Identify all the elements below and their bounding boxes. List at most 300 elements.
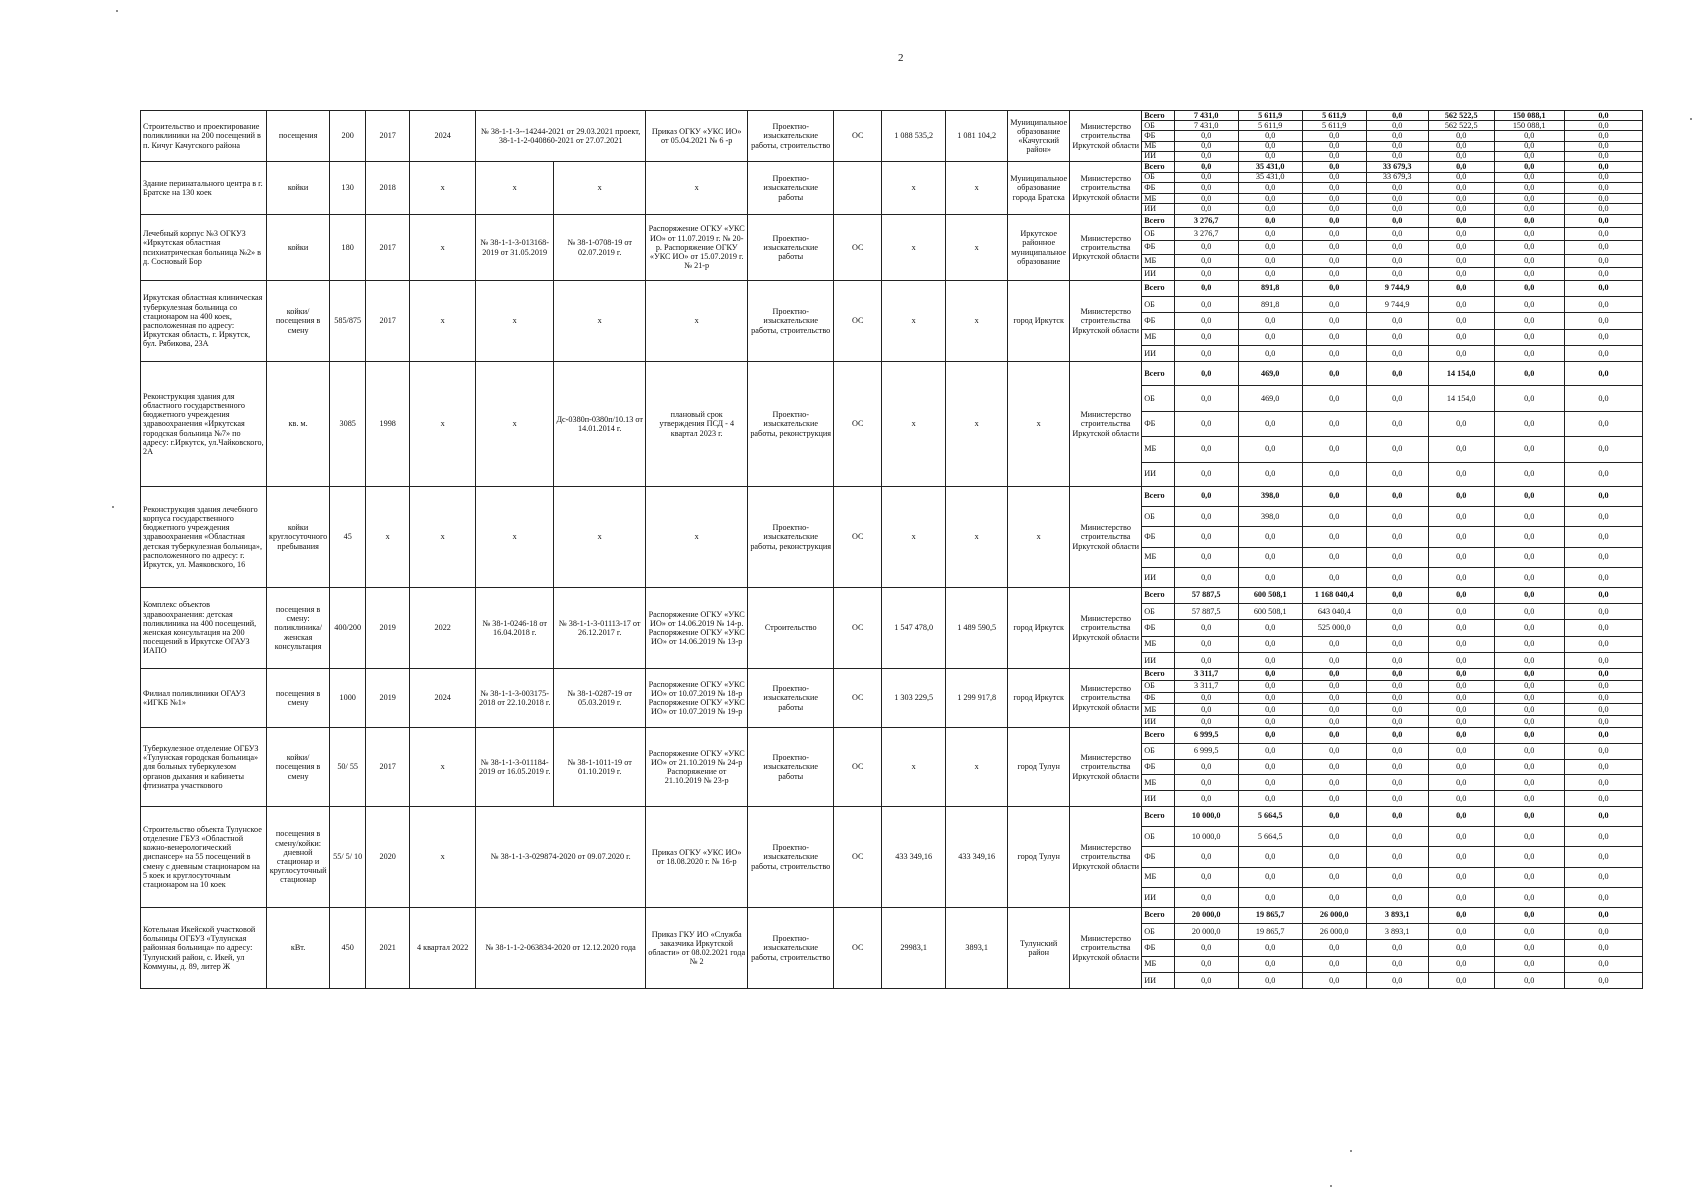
unit-cell: койки — [267, 162, 330, 215]
financing-cell — [1142, 908, 1643, 989]
financing-amount: 0,0 — [1238, 669, 1302, 680]
financing-amount: 0,0 — [1494, 775, 1564, 791]
financing-amount: 0,0 — [1238, 867, 1302, 887]
financing-amount: 0,0 — [1428, 908, 1494, 923]
financing-amount: 0,0 — [1366, 704, 1428, 716]
financing-amount: 0,0 — [1238, 743, 1302, 759]
financing-amount: 0,0 — [1366, 653, 1428, 668]
financing-amount: 0,0 — [1302, 653, 1366, 668]
financing-amount: 0,0 — [1428, 346, 1494, 361]
financing-subtable — [1142, 111, 1642, 161]
financing-amount: 0,0 — [1428, 462, 1494, 486]
financing-amount: 3 893,1 — [1366, 908, 1428, 923]
table-row — [141, 111, 1643, 162]
financing-row — [1142, 847, 1642, 867]
project-cell: № 38-1-1-3-01113-17 от 26.12.2017 г. — [554, 588, 646, 669]
financing-amount: 5 664,5 — [1238, 807, 1302, 826]
financing-amount: 0,0 — [1366, 215, 1428, 228]
financing-amount: 0,0 — [1302, 704, 1366, 716]
financing-amount: 0,0 — [1302, 329, 1366, 345]
financing-source-label: Всего — [1142, 908, 1174, 923]
financing-amount: 0,0 — [1302, 204, 1366, 214]
financing-amount: 0,0 — [1366, 437, 1428, 462]
financing-amount: 600 508,1 — [1238, 588, 1302, 603]
financing-amount: 0,0 — [1174, 888, 1238, 907]
object-name: Реконструкция здания для областного государственного бюджетного учреждения здравоохранения «Иркутская городская больница №7» по адресу: г.Иркутск, ул.Чайковского, 2А — [141, 362, 267, 487]
work-type-cell: Проектно-изыскательские работы, реконструкция — [748, 487, 834, 588]
financing-amount: 19 865,7 — [1238, 908, 1302, 923]
location-cell: город Тулун — [1008, 807, 1070, 908]
financing-amount: 0,0 — [1238, 847, 1302, 867]
financing-amount: 19 865,7 — [1238, 923, 1302, 939]
financing-amount: 0,0 — [1238, 131, 1302, 141]
object-name: Филиал поликлиники ОГАУЗ «ИГКБ №1» — [141, 669, 267, 728]
scan-speck — [116, 10, 118, 12]
financing-amount: 0,0 — [1564, 743, 1642, 759]
financing-amount: 0,0 — [1494, 888, 1564, 907]
financing-amount: 0,0 — [1366, 568, 1428, 587]
financing-amount: 0,0 — [1494, 487, 1564, 506]
financing-row — [1142, 362, 1642, 386]
financing-row — [1142, 151, 1642, 161]
work-type-cell: Проектно-изыскательские работы, строительство — [748, 281, 834, 362]
financing-amount: 0,0 — [1494, 131, 1564, 141]
financing-amount: 0,0 — [1428, 162, 1494, 172]
financing-source-label: ИИ — [1144, 469, 1157, 479]
capacity-cell: 585/875 — [330, 281, 366, 362]
financing-row — [1142, 172, 1642, 183]
financing-amount: 0,0 — [1428, 888, 1494, 907]
financing-amount: 0,0 — [1302, 826, 1366, 846]
table-row — [141, 728, 1643, 807]
table-row — [141, 362, 1643, 487]
financing-row — [1142, 728, 1642, 743]
current-cost-cell: 1 299 917,8 — [946, 669, 1008, 728]
financing-amount: 0,0 — [1174, 653, 1238, 668]
financing-amount: 0,0 — [1494, 281, 1564, 296]
financing-amount: 0,0 — [1428, 692, 1494, 704]
object-name: Строительство объекта Тулунское отделение ГБУЗ «Областной кожно-венерологический диспансер» на 55 посещений в смену с дневным стационаром на 5 коек и круглосуточным стационаром на 10 коек — [141, 807, 267, 908]
start-year-cell: 2019 — [366, 669, 410, 728]
ownership-cell: ОС — [834, 908, 882, 989]
table-row — [141, 215, 1643, 281]
financing-amount: 0,0 — [1494, 826, 1564, 846]
financing-amount: 0,0 — [1428, 826, 1494, 846]
financing-amount: 0,0 — [1366, 204, 1428, 214]
financing-amount: 0,0 — [1494, 603, 1564, 619]
financing-amount: 0,0 — [1564, 759, 1642, 775]
financing-amount: 0,0 — [1238, 193, 1302, 204]
financing-source-label: ОБ — [1142, 296, 1174, 312]
customer-cell: Министерство строительства Иркутской области — [1070, 728, 1142, 807]
financing-amount: 0,0 — [1494, 568, 1564, 587]
financing-row — [1142, 487, 1642, 506]
financing-amount: 10 000,0 — [1174, 826, 1238, 846]
customer-cell: Министерство строительства Иркутской области — [1070, 111, 1142, 162]
approval-doc-cell: Распоряжение ОГКУ «УКС ИО» от 14.06.2019 № 14-р. Распоряжение ОГКУ «УКС ИО» от 14.06.2019 № 13-р — [646, 588, 748, 669]
financing-amount: 0,0 — [1494, 704, 1564, 716]
financing-source-label: ФБ — [1142, 940, 1174, 956]
financing-amount: 0,0 — [1564, 716, 1642, 727]
financing-row — [1142, 296, 1642, 312]
financing-amount: 0,0 — [1174, 847, 1238, 867]
financing-amount: 0,0 — [1428, 183, 1494, 194]
financing-amount: 0,0 — [1428, 487, 1494, 506]
approval-doc-cell: Приказ ГКУ ИО «Служба заказчика Иркутской области» от 08.02.2021 года № 2 — [646, 908, 748, 989]
expertise-cell: № 38-1-0246-18 от 16.04.2018 г. — [476, 588, 554, 669]
financing-row — [1142, 956, 1642, 972]
expertise-cell: № 38-1-1-3-011184-2019 от 16.05.2019 г. — [476, 728, 554, 807]
financing-amount: 0,0 — [1238, 141, 1302, 151]
location-cell: Муниципальное образование «Качугский район» — [1008, 111, 1070, 162]
capacity-cell: 45 — [330, 487, 366, 588]
project-cell: х — [554, 487, 646, 588]
financing-amount: 0,0 — [1428, 281, 1494, 296]
financing-amount: 14 154,0 — [1428, 386, 1494, 411]
financing-amount: 0,0 — [1428, 296, 1494, 312]
financing-amount: 0,0 — [1302, 228, 1366, 241]
financing-source-label: Всего — [1142, 362, 1174, 386]
start-year-cell: 2020 — [366, 807, 410, 908]
financing-amount: 0,0 — [1302, 346, 1366, 361]
financing-subtable — [1142, 807, 1642, 907]
work-type-cell: Проектно-изыскательские работы, реконструкция — [748, 362, 834, 487]
ownership-cell: ОС — [834, 669, 882, 728]
financing-amount: 0,0 — [1238, 215, 1302, 228]
financing-row — [1142, 888, 1642, 907]
financing-row — [1142, 267, 1642, 280]
financing-amount: 0,0 — [1238, 704, 1302, 716]
capacity-cell: 55/ 5/ 10 — [330, 807, 366, 908]
end-year-cell: х — [410, 215, 476, 281]
financing-amount: 0,0 — [1494, 228, 1564, 241]
ownership-cell: ОС — [834, 281, 882, 362]
financing-amount: 0,0 — [1238, 680, 1302, 692]
financing-amount: 0,0 — [1494, 923, 1564, 939]
financing-amount: 0,0 — [1428, 847, 1494, 867]
financing-amount: 0,0 — [1428, 807, 1494, 826]
estimated-cost-cell: х — [882, 487, 946, 588]
financing-row — [1142, 281, 1642, 296]
estimated-cost-cell: х — [882, 215, 946, 281]
financing-amount: 0,0 — [1428, 131, 1494, 141]
financing-amount: 0,0 — [1564, 704, 1642, 716]
financing-amount: 0,0 — [1564, 121, 1642, 131]
approval-doc-cell: х — [646, 487, 748, 588]
location-cell: х — [1008, 362, 1070, 487]
financing-amount: 0,0 — [1564, 131, 1642, 141]
financing-amount: 0,0 — [1366, 151, 1428, 161]
financing-source-label: ФБ — [1142, 183, 1174, 194]
financing-cell — [1142, 362, 1643, 487]
financing-amount: 0,0 — [1302, 506, 1366, 526]
financing-amount: 0,0 — [1174, 791, 1238, 806]
financing-amount: 0,0 — [1494, 386, 1564, 411]
ownership-cell: ОС — [834, 807, 882, 908]
financing-source-label: МБ — [1142, 254, 1174, 267]
financing-subtable — [1142, 669, 1642, 727]
customer-cell: Министерство строительства Иркутской области — [1070, 362, 1142, 487]
financing-amount: 0,0 — [1564, 183, 1642, 194]
start-year-cell: 2017 — [366, 111, 410, 162]
financing-source-label: ОБ — [1142, 172, 1174, 183]
financing-amount: 35 431,0 — [1238, 172, 1302, 183]
financing-amount: 0,0 — [1564, 228, 1642, 241]
current-cost-cell: х — [946, 162, 1008, 215]
financing-amount: 0,0 — [1302, 437, 1366, 462]
financing-row — [1142, 204, 1642, 214]
financing-amount: 0,0 — [1238, 437, 1302, 462]
financing-row — [1142, 111, 1642, 121]
financing-cell — [1142, 281, 1643, 362]
financing-amount: 0,0 — [1302, 973, 1366, 988]
financing-source-label: МБ — [1142, 547, 1174, 567]
financing-amount: 20 000,0 — [1174, 923, 1238, 939]
financing-amount: 0,0 — [1564, 807, 1642, 826]
financing-amount: 0,0 — [1174, 362, 1238, 386]
current-cost-cell: х — [946, 362, 1008, 487]
financing-row — [1142, 973, 1642, 988]
financing-amount: 0,0 — [1366, 669, 1428, 680]
ownership-cell: ОС — [834, 728, 882, 807]
current-cost-cell: 1 081 104,2 — [946, 111, 1008, 162]
financing-amount: 14 154,0 — [1428, 362, 1494, 386]
financing-amount: 0,0 — [1428, 151, 1494, 161]
project-cell: х — [554, 281, 646, 362]
financing-subtable — [1142, 487, 1642, 587]
financing-amount: 0,0 — [1494, 791, 1564, 806]
financing-amount: 0,0 — [1366, 131, 1428, 141]
financing-source-label: ФБ — [1142, 241, 1174, 254]
unit-cell: посещения в смену/койки: дневной стационар и круглосуточный стационар — [267, 807, 330, 908]
financing-amount: 0,0 — [1428, 940, 1494, 956]
financing-amount: 57 887,5 — [1174, 603, 1238, 619]
financing-amount: 0,0 — [1238, 547, 1302, 567]
unit-cell: койки круглосуточного пребывания — [267, 487, 330, 588]
work-type-cell: Проектно-изыскательские работы, строительство — [748, 908, 834, 989]
capacity-cell: 400/200 — [330, 588, 366, 669]
financing-source-label: ИИ — [1144, 151, 1157, 161]
location-cell: х — [1008, 487, 1070, 588]
financing-amount: 0,0 — [1494, 141, 1564, 151]
financing-amount: 0,0 — [1174, 956, 1238, 972]
financing-amount: 3 276,7 — [1174, 215, 1238, 228]
financing-source-label: МБ — [1142, 956, 1174, 972]
estimated-cost-cell: х — [882, 162, 946, 215]
financing-row — [1142, 826, 1642, 846]
financing-amount: 0,0 — [1428, 759, 1494, 775]
financing-amount: 0,0 — [1494, 743, 1564, 759]
financing-cell — [1142, 162, 1643, 215]
financing-source-label: ИИ — [1144, 716, 1157, 726]
financing-row — [1142, 759, 1642, 775]
financing-amount: 0,0 — [1238, 329, 1302, 345]
financing-amount: 26 000,0 — [1302, 923, 1366, 939]
ownership-cell: ОС — [834, 588, 882, 669]
scan-speck — [1330, 1185, 1332, 1187]
financing-amount: 0,0 — [1302, 193, 1366, 204]
financing-row — [1142, 121, 1642, 131]
current-cost-cell: х — [946, 215, 1008, 281]
financing-row — [1142, 807, 1642, 826]
financing-amount: 0,0 — [1238, 620, 1302, 636]
current-cost-cell: 1 489 590,5 — [946, 588, 1008, 669]
financing-amount: 0,0 — [1302, 759, 1366, 775]
project-cell: № 38-1-0708-19 от 02.07.2019 г. — [554, 215, 646, 281]
financing-amount: 0,0 — [1302, 313, 1366, 329]
customer-cell: Министерство строительства Иркутской области — [1070, 487, 1142, 588]
financing-amount: 0,0 — [1428, 867, 1494, 887]
financing-amount: 0,0 — [1564, 923, 1642, 939]
financing-amount: 0,0 — [1428, 704, 1494, 716]
financing-amount: 0,0 — [1564, 487, 1642, 506]
financing-amount: 0,0 — [1494, 437, 1564, 462]
financing-row — [1142, 241, 1642, 254]
table-row — [141, 487, 1643, 588]
financing-amount: 0,0 — [1302, 680, 1366, 692]
financing-amount: 0,0 — [1428, 775, 1494, 791]
financing-amount: 0,0 — [1494, 162, 1564, 172]
financing-amount: 0,0 — [1428, 669, 1494, 680]
financing-amount: 0,0 — [1302, 692, 1366, 704]
financing-amount: 0,0 — [1174, 193, 1238, 204]
financing-amount: 0,0 — [1428, 241, 1494, 254]
financing-amount: 0,0 — [1564, 281, 1642, 296]
financing-row — [1142, 867, 1642, 887]
financing-amount: 0,0 — [1428, 215, 1494, 228]
financing-amount: 0,0 — [1174, 940, 1238, 956]
financing-amount: 0,0 — [1366, 826, 1428, 846]
financing-amount: 0,0 — [1302, 131, 1366, 141]
capacity-cell: 130 — [330, 162, 366, 215]
financing-amount: 0,0 — [1302, 791, 1366, 806]
financing-amount: 0,0 — [1564, 669, 1642, 680]
start-year-cell: 2017 — [366, 215, 410, 281]
financing-source-label: ФБ — [1142, 131, 1174, 141]
financing-row — [1142, 437, 1642, 462]
financing-amount: 0,0 — [1428, 267, 1494, 280]
financing-amount: 0,0 — [1174, 636, 1238, 652]
financing-amount: 0,0 — [1238, 228, 1302, 241]
financing-amount: 0,0 — [1366, 254, 1428, 267]
expertise-cell: № 38-1-1-3-003175-2018 от 22.10.2018 г. — [476, 669, 554, 728]
financing-amount: 0,0 — [1174, 241, 1238, 254]
financing-amount: 0,0 — [1494, 653, 1564, 668]
financing-amount: 0,0 — [1302, 151, 1366, 161]
financing-amount: 0,0 — [1428, 716, 1494, 727]
financing-amount: 0,0 — [1366, 487, 1428, 506]
financing-amount: 0,0 — [1494, 807, 1564, 826]
financing-amount: 0,0 — [1564, 215, 1642, 228]
expertise-cell: № 38-1-1-2-063834-2020 от 12.12.2020 года — [476, 908, 646, 989]
financing-amount: 0,0 — [1302, 183, 1366, 194]
financing-source-label: ИИ — [1144, 572, 1157, 582]
customer-cell: Министерство строительства Иркутской области — [1070, 281, 1142, 362]
financing-amount: 5 611,9 — [1238, 111, 1302, 121]
financing-amount: 0,0 — [1428, 547, 1494, 567]
financing-amount: 0,0 — [1366, 620, 1428, 636]
end-year-cell: 4 квартал 2022 — [410, 908, 476, 989]
financing-source-label: ОБ — [1142, 506, 1174, 526]
financing-amount: 469,0 — [1238, 362, 1302, 386]
financing-amount: 0,0 — [1564, 141, 1642, 151]
end-year-cell: 2022 — [410, 588, 476, 669]
financing-source-label: Всего — [1142, 162, 1174, 172]
financing-amount: 0,0 — [1302, 215, 1366, 228]
financing-amount: 0,0 — [1302, 728, 1366, 743]
unit-cell: посещения в смену — [267, 669, 330, 728]
financing-amount: 33 679,3 — [1366, 172, 1428, 183]
financing-row — [1142, 313, 1642, 329]
financing-cell — [1142, 111, 1643, 162]
financing-amount: 0,0 — [1564, 204, 1642, 214]
work-type-cell: Проектно-изыскательские работы, строительство — [748, 111, 834, 162]
financing-amount: 0,0 — [1174, 183, 1238, 194]
financing-amount: 0,0 — [1564, 329, 1642, 345]
work-type-cell: Проектно-изыскательские работы — [748, 215, 834, 281]
financing-amount: 0,0 — [1494, 204, 1564, 214]
financing-amount: 0,0 — [1494, 172, 1564, 183]
expertise-cell: х — [476, 487, 554, 588]
financing-row — [1142, 462, 1642, 486]
financing-source-label: ОБ — [1142, 228, 1174, 241]
financing-source-label: Всего — [1142, 111, 1174, 121]
financing-amount: 0,0 — [1302, 172, 1366, 183]
financing-cell — [1142, 807, 1643, 908]
financing-amount: 0,0 — [1366, 411, 1428, 436]
financing-amount: 643 040,4 — [1302, 603, 1366, 619]
financing-amount: 0,0 — [1428, 437, 1494, 462]
financing-amount: 7 431,0 — [1174, 111, 1238, 121]
financing-source-label: ФБ — [1142, 527, 1174, 547]
financing-amount: 0,0 — [1494, 411, 1564, 436]
financing-amount: 0,0 — [1564, 267, 1642, 280]
financing-amount: 0,0 — [1238, 183, 1302, 194]
financing-amount: 0,0 — [1238, 888, 1302, 907]
location-cell: Тулунский район — [1008, 908, 1070, 989]
unit-cell: посещения — [267, 111, 330, 162]
end-year-cell: 2024 — [410, 111, 476, 162]
financing-amount: 0,0 — [1494, 940, 1564, 956]
financing-amount: 0,0 — [1302, 241, 1366, 254]
financing-cell — [1142, 669, 1643, 728]
financing-amount: 0,0 — [1494, 215, 1564, 228]
financing-amount: 0,0 — [1366, 603, 1428, 619]
financing-amount: 0,0 — [1174, 329, 1238, 345]
financing-amount: 0,0 — [1174, 151, 1238, 161]
estimated-cost-cell: 1 303 229,5 — [882, 669, 946, 728]
capacity-cell: 1000 — [330, 669, 366, 728]
financing-amount: 0,0 — [1366, 362, 1428, 386]
financing-amount: 0,0 — [1302, 362, 1366, 386]
capacity-cell: 450 — [330, 908, 366, 989]
location-cell: Муниципальное образование города Братска — [1008, 162, 1070, 215]
financing-amount: 0,0 — [1564, 547, 1642, 567]
financing-amount: 0,0 — [1494, 669, 1564, 680]
financing-amount: 0,0 — [1174, 547, 1238, 567]
financing-amount: 150 088,1 — [1494, 111, 1564, 121]
location-cell: город Иркутск — [1008, 588, 1070, 669]
financing-source-label: ИИ — [1144, 975, 1157, 985]
financing-amount: 0,0 — [1494, 329, 1564, 345]
financing-row — [1142, 908, 1642, 923]
expertise-cell: х — [476, 162, 554, 215]
project-cell: х — [554, 162, 646, 215]
financing-amount: 0,0 — [1302, 669, 1366, 680]
approval-doc-cell: Приказ ОГКУ «УКС ИО» от 18.08.2020 г. № 16-р — [646, 807, 748, 908]
financing-amount: 3 276,7 — [1174, 228, 1238, 241]
financing-amount: 0,0 — [1428, 603, 1494, 619]
